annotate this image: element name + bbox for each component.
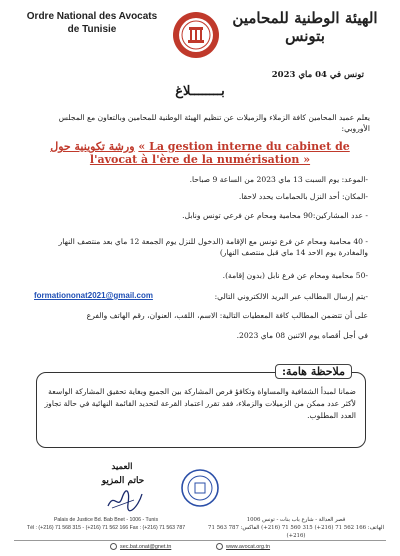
handwritten-signature bbox=[104, 488, 144, 512]
detail-date: -الموعد: يوم السبت 13 ماي 2023 من الساعة 9 صباحا. bbox=[189, 175, 368, 184]
detail-required-info: على أن تتضمن المطالب كافة المعطيات التالية: الاسم، اللقب، العنوان، رقم الهاتف والفرع bbox=[86, 311, 368, 320]
email-icon bbox=[110, 543, 117, 550]
event-title-line2: l'avocat à l'ère de la numérisation » bbox=[89, 153, 311, 166]
org-name-fr-line1: Ordre National des Avocats bbox=[26, 11, 158, 22]
detail-participants: - عدد المشاركين:90 محامية ومحام عن فرعي تونس ونابل. bbox=[182, 211, 368, 220]
dean-title: العميد bbox=[111, 462, 133, 472]
org-name-ar bbox=[230, 9, 380, 45]
dean-name: حاتم المزيو bbox=[101, 476, 145, 486]
footer-address-fr bbox=[16, 516, 196, 532]
footer-address-ar bbox=[206, 516, 386, 540]
intro-paragraph: يعلم عميد المحامين كافة الزملاء والزميلات عن تنظيم الهيئة الوطنية للمحامين وبالتعاون مع المجلس الأوروبي: bbox=[58, 113, 370, 133]
detail-tunis-branch: - 40 محامية ومحام عن فرع تونس مع الإقامة (الدخول للنزل يوم الجمعة 12 ماي بعد منتصف النهار والمغادرة يوم الاحد 14 ماي قبل منتصف النهار) bbox=[58, 237, 368, 257]
org-name-ar-line2: بتونس bbox=[285, 27, 325, 45]
footer-divider bbox=[14, 540, 386, 541]
event-title-ar: ورشة تكوينية حول bbox=[50, 140, 135, 153]
event-title-line1 bbox=[40, 140, 360, 153]
org-name-fr bbox=[22, 10, 162, 36]
document-date: تونس في 04 ماي 2023 bbox=[271, 70, 364, 80]
footer-phone-ar: الهاتف: 166 562 71 (216+) 315 560 71 (216+) الفاكس: 787 563 71 (216+) bbox=[208, 525, 384, 539]
document-heading: بــــــــلاغ bbox=[175, 84, 225, 99]
org-name-ar-line1: الهيئة الوطنية للمحامين bbox=[232, 9, 378, 27]
detail-send-requests: -يتم إرسال المطالب عبر البريد الالكتروني التالي: bbox=[214, 292, 368, 301]
bar-association-logo bbox=[171, 10, 221, 60]
footer-phone-fr: Tél : (+216) 71 568 315 - (+216) 71 562 166 Fax : (+216) 71 563 787 bbox=[26, 525, 186, 531]
notice-title: ملاحظة هامة: bbox=[275, 364, 352, 379]
detail-nabeul-branch: -50 محامية ومحام عن فرع نابل (بدون إقامة). bbox=[222, 271, 368, 280]
footer-email-link[interactable]: sec.bat.onat@gnet.tn bbox=[120, 544, 172, 550]
detail-place: -المكان: أحد النزل بالحمامات يحدد لاحقا. bbox=[238, 192, 368, 201]
footer-address-ar-line1: قصر العدالة - شارع باب بنات - تونس 1006 bbox=[246, 517, 346, 523]
footer-address-fr-line1: Palais de Justice Bd. Bab Bnet - 1006 - Tunis bbox=[53, 517, 159, 523]
notice-text: ضمانا لمبدأ الشفافية والمساواة وتكافؤ فرص المشاركة بين الجميع وبغاية تحقيق المشاركة الواسعة لأكثر عدد ممكن من الزميلات والزملاء، فقد تقرر اعتماد القرعة لتحديد القائمة النهائية في حالة تجاوز العدد المطلوب. bbox=[44, 387, 356, 420]
globe-icon bbox=[216, 543, 223, 550]
event-title-fr: « La gestion interne du cabinet de bbox=[138, 140, 350, 153]
detail-deadline: في أجل أقصاه يوم الاثنين 08 ماي 2023. bbox=[236, 331, 368, 340]
org-name-fr-line2: de Tunisie bbox=[67, 24, 117, 35]
official-stamp bbox=[180, 468, 220, 508]
footer-website-link[interactable]: www.avocat.org.tn bbox=[226, 544, 271, 550]
contact-email-link[interactable]: formationonat2021@gmail.com bbox=[34, 291, 153, 300]
